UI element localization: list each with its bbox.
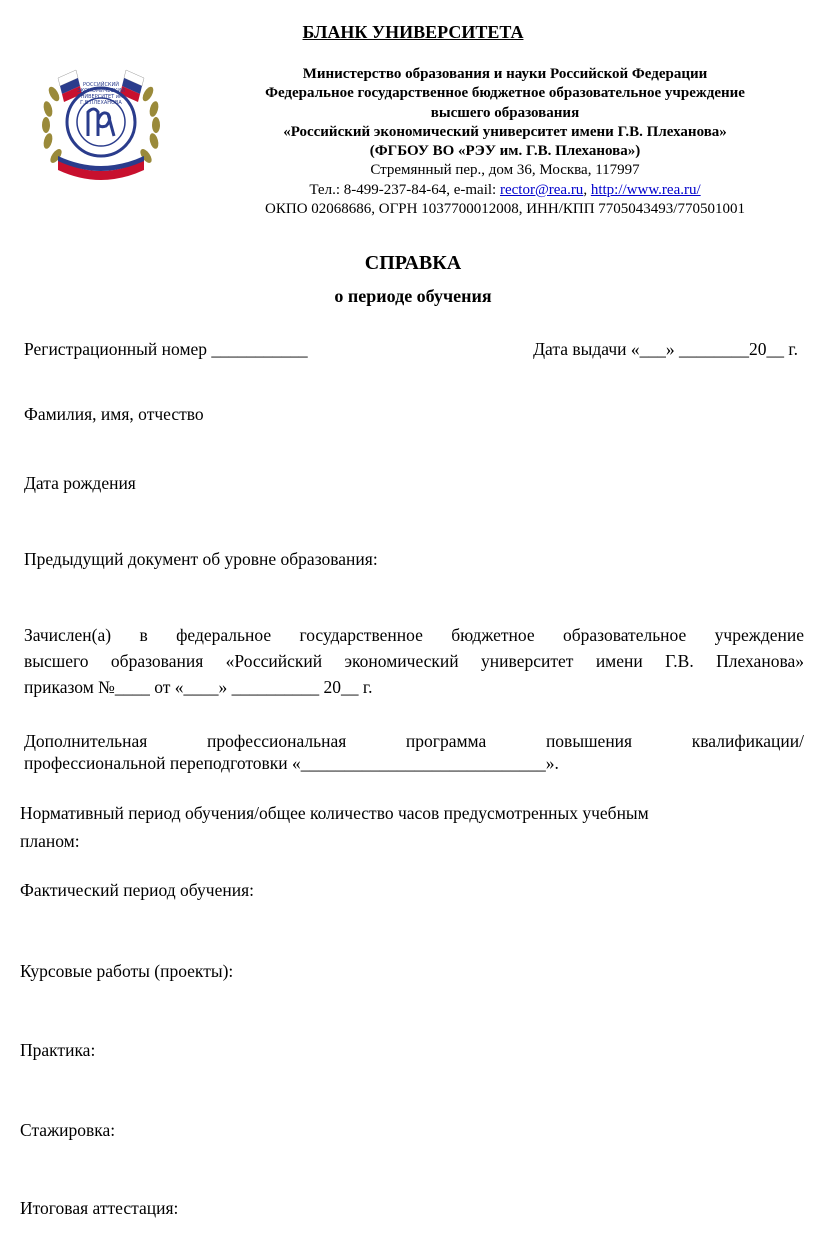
university-short-name: (ФГБОУ ВО «РЭУ им. Г.В. Плеханова») <box>369 143 641 160</box>
header-block <box>220 65 790 219</box>
institution-line2: высшего образования <box>430 104 580 121</box>
birth-date-label: Дата рождения <box>24 473 136 493</box>
coursework-label: Курсовые работы (проекты): <box>20 961 234 981</box>
program-line2: профессиональной переподготовки «____________________________». <box>24 753 559 773</box>
program-word: Дополнительная <box>24 731 148 751</box>
normative-period <box>20 799 810 855</box>
final-attestation-label: Итоговая аттестация: <box>20 1198 179 1218</box>
document-title: СПРАВКА <box>364 252 462 274</box>
normative-period-line1: Нормативный период обучения/общее количество часов предусмотренных учебным <box>20 803 649 823</box>
normative-period-line2: планом: <box>20 831 80 851</box>
actual-period-label: Фактический период обучения: <box>20 880 254 900</box>
issue-date-field: Дата выдачи «___» ________20__ г. <box>533 339 798 359</box>
practice-label: Практика: <box>20 1040 96 1060</box>
university-logo <box>36 64 166 188</box>
university-name: «Российский экономический университет имени Г.В. Плеханова» <box>283 123 727 140</box>
registration-number-field: Регистрационный номер ___________ <box>24 339 308 359</box>
program-word: профессиональная <box>207 731 347 751</box>
program-word: квалификации/ <box>691 731 804 751</box>
logo-text: РОССИЙСКИЙ ЭКОНОМИЧЕСКИЙ УНИВЕРСИТЕТ им. Г.В.ПЛЕХАНОВА <box>77 82 125 106</box>
website-link[interactable]: http://www.rea.ru/ <box>590 181 701 198</box>
internship-label: Стажировка: <box>20 1120 116 1140</box>
program-line1 <box>24 729 804 753</box>
enrollment-order: приказом №____ от «____» __________ 20__ г. <box>24 677 373 697</box>
enrollment-line1: Зачислен(а) в федеральное государственное бюджетное образовательное учреждение <box>24 625 804 645</box>
enrollment-paragraph <box>24 622 804 700</box>
program-word: программа <box>405 731 487 751</box>
ministry-name: Министерство образования и науки Российской Федерации <box>302 66 708 82</box>
program-paragraph <box>24 729 804 773</box>
program-word: повышения <box>545 731 633 751</box>
address: Стремянный пер., дом 36, Москва, 117997 <box>370 162 640 179</box>
previous-document-label: Предыдущий документ об уровне образования: <box>24 549 378 569</box>
institution-line1: Федеральное государственное бюджетное образовательное учреждение <box>265 85 745 102</box>
document-subtitle: о периоде обучения <box>334 286 492 306</box>
blank-title: БЛАНК УНИВЕРСИТЕТА <box>302 22 524 42</box>
contacts <box>220 181 790 200</box>
full-name-label: Фамилия, имя, отчество <box>24 404 204 424</box>
enrollment-line2: высшего образования «Российский экономический университет имени Г.В. Плеханова» <box>24 651 804 671</box>
registration-codes: ОКПО 02068686, ОГРН 1037700012008, ИНН/КПП 7705043493/770501001 <box>265 201 745 218</box>
phone-text: Тел.: 8-499-237-84-64, e-mail: <box>309 181 500 198</box>
email-link[interactable]: rector@rea.ru <box>499 181 584 198</box>
contacts-separator: , <box>583 181 591 198</box>
